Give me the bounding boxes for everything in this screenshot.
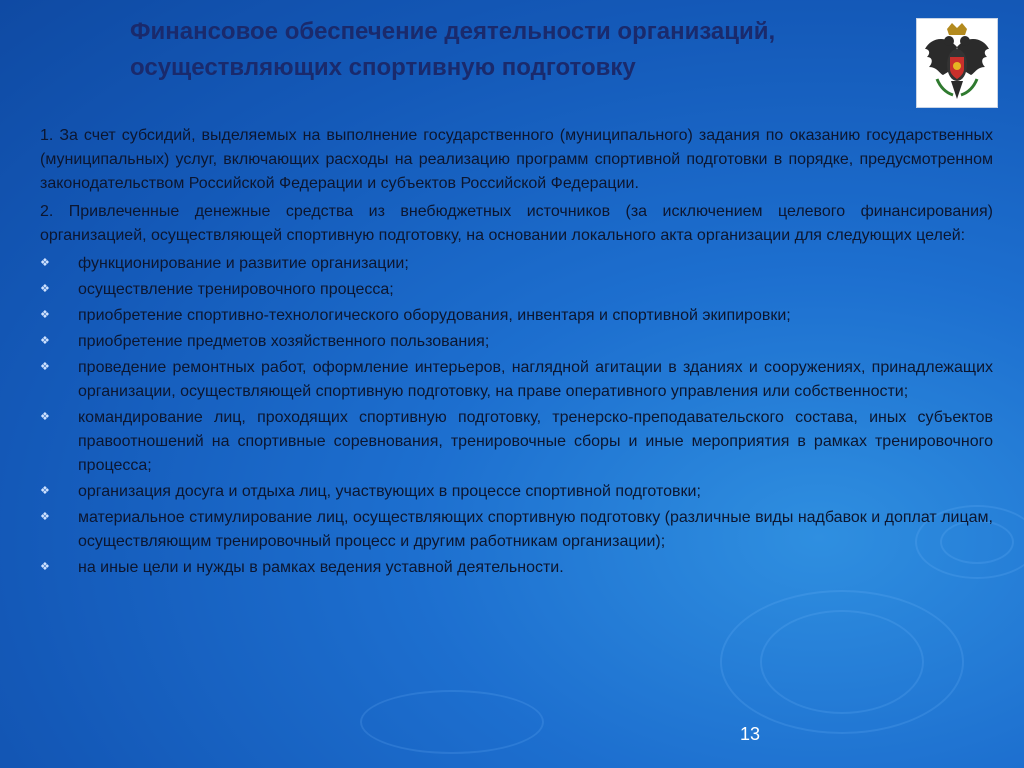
list-item: [40, 278, 993, 302]
list-item: [40, 406, 993, 478]
list-item: [40, 480, 993, 504]
diamond-bullet-icon: ❖: [40, 485, 50, 497]
list-item-text: командирование лиц, проходящих спортивную подготовку, тренерско-преподавательского состава, иных субъектов правоотношений на спортивные соревнования, тренировочные сборы и иные мероприятия в рамках тренировочного процесса;: [78, 409, 993, 474]
diamond-bullet-icon: ❖: [40, 561, 50, 573]
list-item: [40, 330, 993, 354]
list-item: [40, 304, 993, 328]
list-item-text: приобретение предметов хозяйственного пользования;: [78, 333, 490, 350]
list-item: [40, 252, 993, 276]
list-item-text: организация досуга и отдыха лиц, участвующих в процессе спортивной подготовки;: [78, 483, 701, 500]
diamond-bullet-icon: ❖: [40, 283, 50, 295]
paragraph-1: 1. За счет субсидий, выделяемых на выполнение государственного (муниципального) задания по оказанию государственных (муниципальных) услуг, включающих расходы на реализацию программ спортивной подготовки в порядке, предусмотренном законодательством Российской Федерации и субъектов Российской Федерации.: [40, 127, 993, 192]
diamond-bullet-icon: ❖: [40, 411, 50, 423]
title-line-1: Финансовое обеспечение деятельности организаций,: [130, 18, 776, 45]
page-number: 13: [740, 724, 761, 744]
ripple-decoration: [720, 590, 964, 734]
purpose-list: [40, 252, 993, 580]
list-item: [40, 556, 993, 580]
paragraph-2: 2. Привлеченные денежные средства из внебюджетных источников (за исключением целевого финансирования) организацией, осуществляющей спортивную подготовку, на основании локального акта организации для следующих целей:: [40, 203, 993, 244]
diamond-bullet-icon: ❖: [40, 335, 50, 347]
diamond-bullet-icon: ❖: [40, 309, 50, 321]
diamond-bullet-icon: ❖: [40, 257, 50, 269]
list-item-text: на иные цели и нужды в рамках ведения уставной деятельности.: [78, 559, 564, 576]
slide-title: [130, 14, 910, 86]
list-item: [40, 356, 993, 404]
slide-body: [40, 124, 993, 582]
list-item-text: проведение ремонтных работ, оформление интерьеров, наглядной агитации в зданиях и сооружениях, принадлежащих организации, осуществляющей спортивную подготовку, на праве оперативного управления или собственности;: [78, 359, 993, 400]
diamond-bullet-icon: ❖: [40, 511, 50, 523]
title-line-2: осуществляющих спортивную подготовку: [130, 54, 636, 81]
diamond-bullet-icon: ❖: [40, 361, 50, 373]
list-item-text: приобретение спортивно-технологического оборудования, инвентаря и спортивной экипировки;: [78, 307, 791, 324]
list-item-text: функционирование и развитие организации;: [78, 255, 409, 272]
coat-of-arms-icon: [916, 18, 998, 108]
ripple-decoration: [360, 690, 544, 754]
list-item-text: осуществление тренировочного процесса;: [78, 281, 394, 298]
list-item: [40, 506, 993, 554]
list-item-text: материальное стимулирование лиц, осуществляющих спортивную подготовку (различные виды надбавок и доплат лицам, осуществляющим тренировочный процесс и другим работникам организации);: [78, 509, 993, 550]
